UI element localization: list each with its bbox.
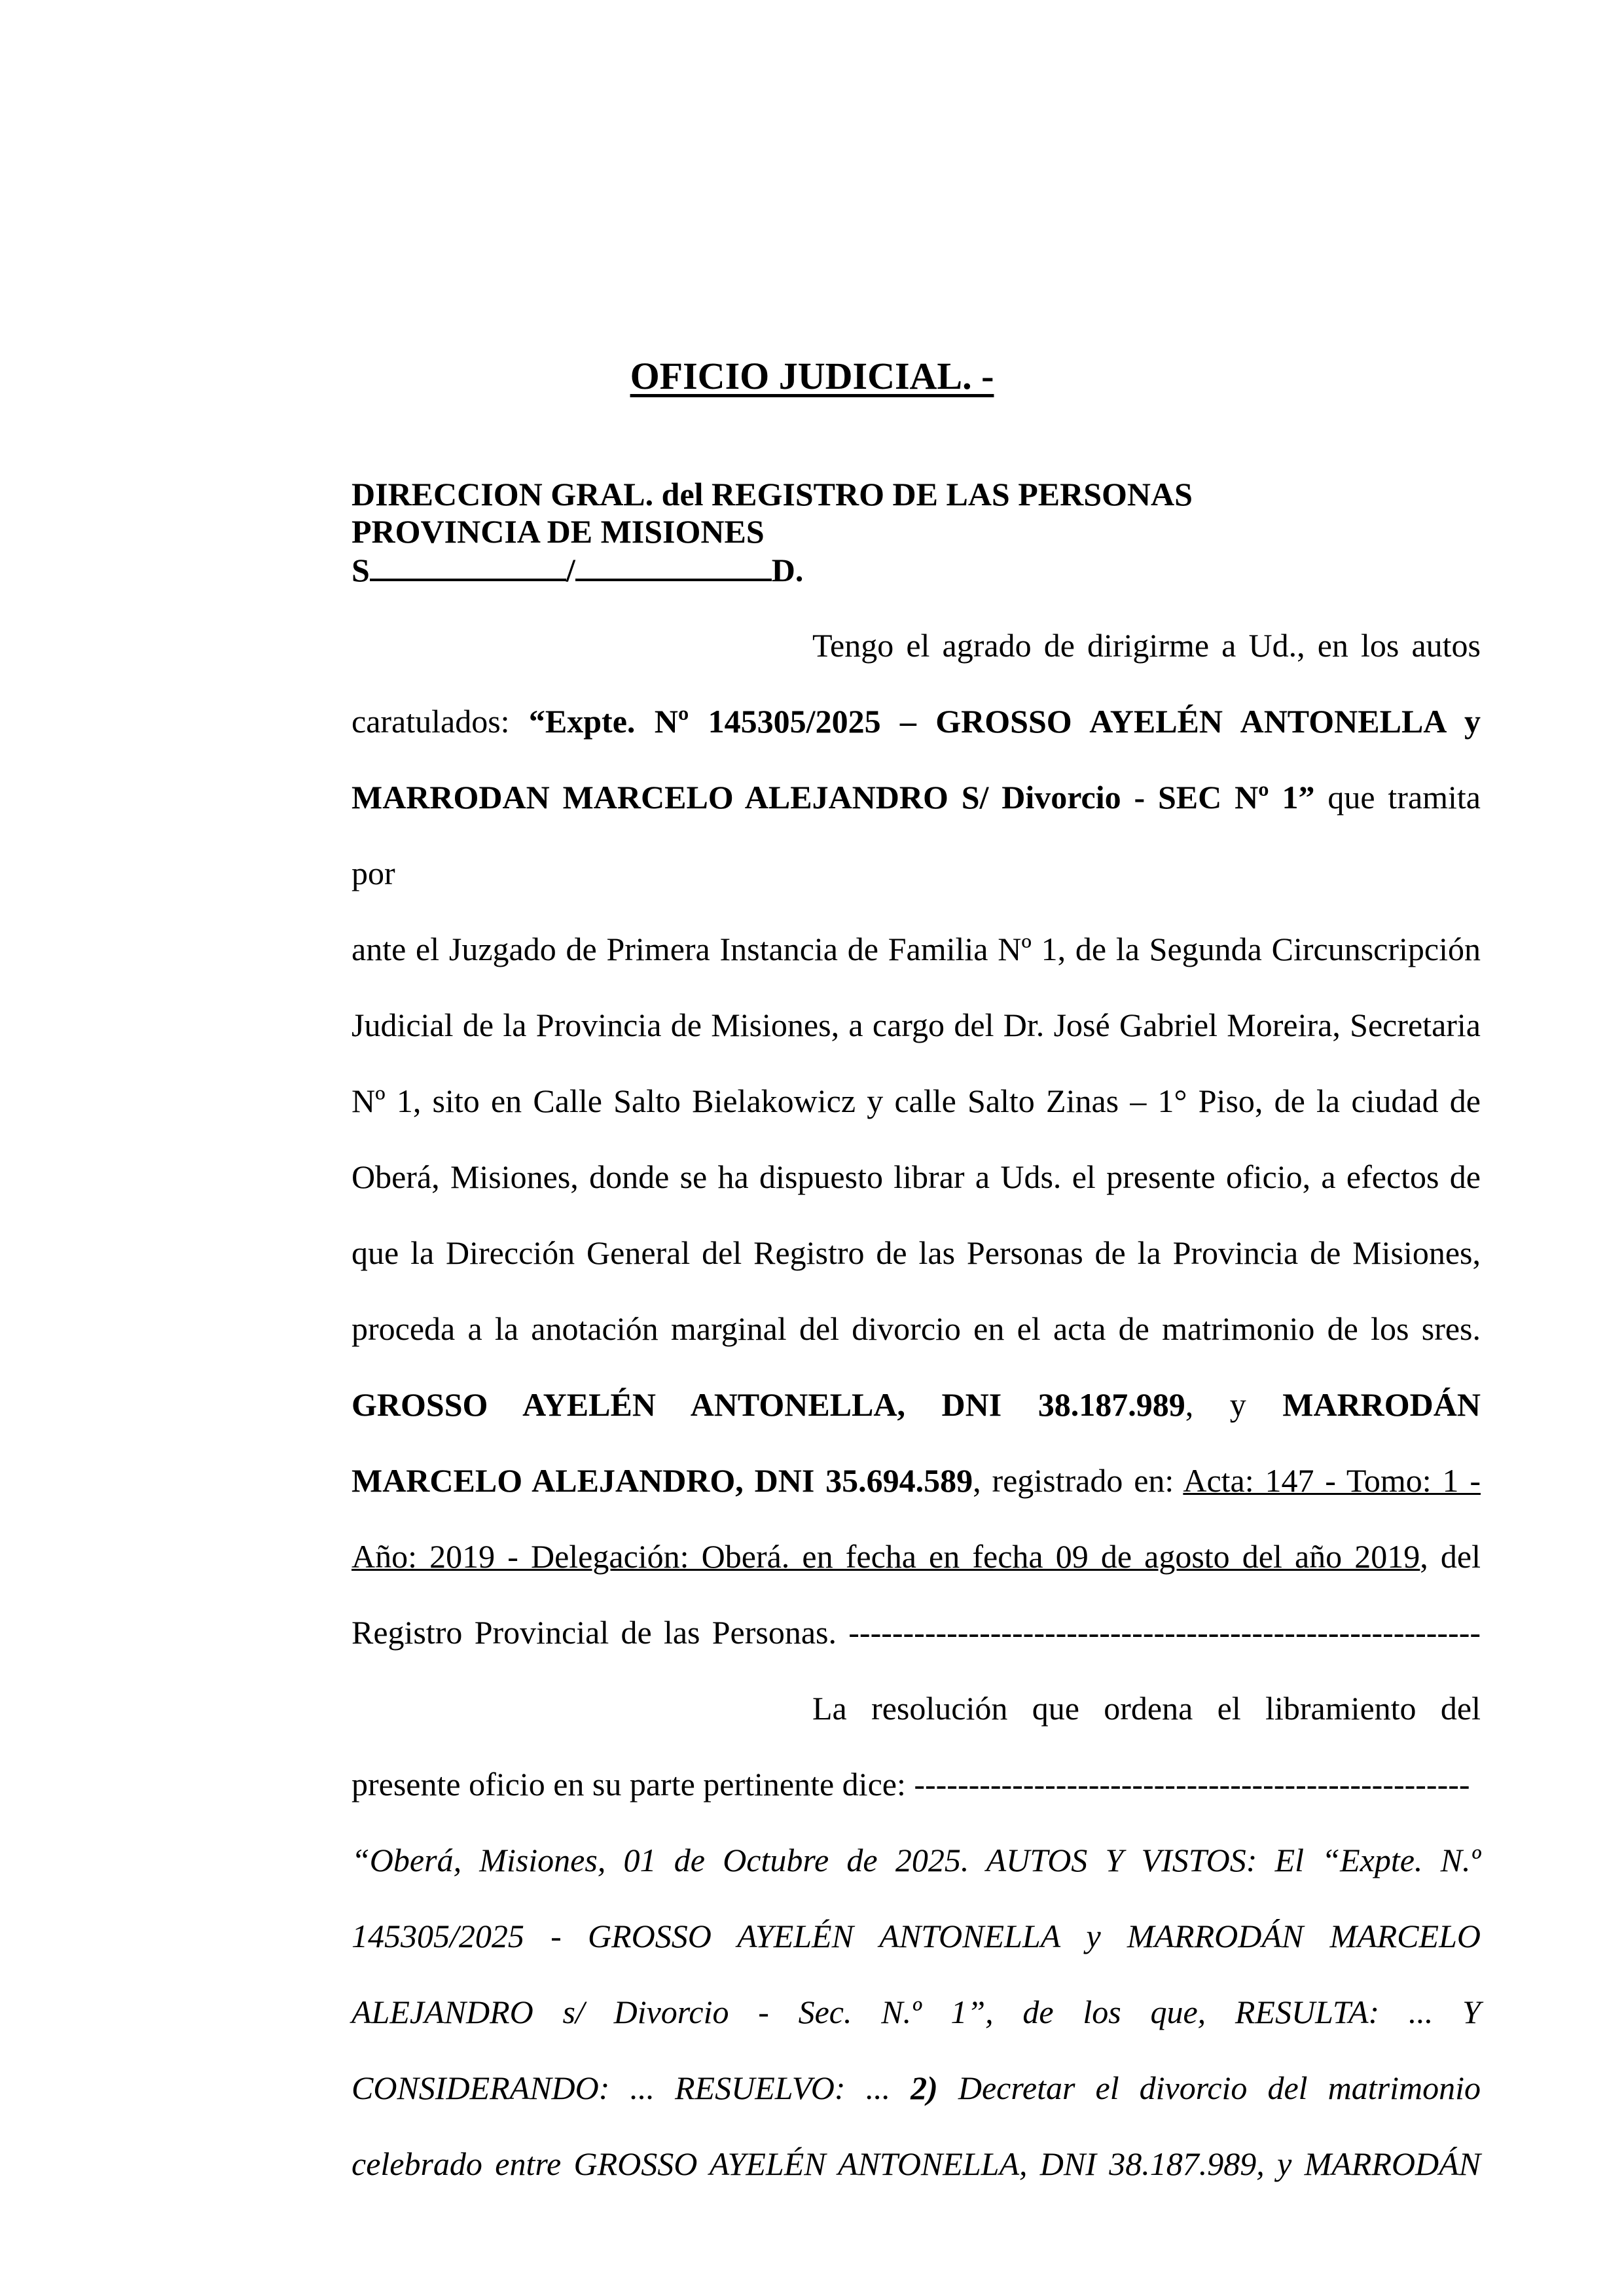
body-line xyxy=(352,1670,1481,1746)
body-line xyxy=(352,1518,1481,1594)
body-line xyxy=(352,2050,1481,2126)
text-segment: Judicial de la Provincia de Misiones, a cargo del Dr. José Gabriel Moreira, Secretaria xyxy=(352,1007,1481,1043)
body-line xyxy=(352,1139,1481,1215)
text-segment: La resolución que ordena el libramiento del xyxy=(812,1690,1481,1727)
text-segment: , y xyxy=(1185,1386,1283,1423)
body-line xyxy=(352,1063,1481,1139)
text-segment: celebrado entre GROSSO AYELÉN ANTONELLA, DNI 38.187.989, y MARRODÁN xyxy=(352,2145,1481,2182)
text-segment: CONSIDERANDO: ... RESUELVO: ... xyxy=(352,2070,911,2106)
body-line xyxy=(352,987,1481,1063)
body-line xyxy=(352,1291,1481,1367)
text-segment: ante el Juzgado de Primera Instancia de Familia Nº 1, de la Segunda Circunscripción xyxy=(352,931,1481,967)
text-segment: , del xyxy=(1420,1538,1481,1575)
body-line xyxy=(352,759,1481,911)
recipient-line-1: DIRECCION GRAL. del REGISTRO DE LAS PERSONAS xyxy=(352,476,1193,512)
body-line xyxy=(352,1974,1481,2050)
body-line xyxy=(352,1594,1481,1670)
body-line xyxy=(352,683,1481,759)
document-body xyxy=(352,607,1481,2202)
text-segment: GROSSO AYELÉN ANTONELLA, DNI 38.187.989 xyxy=(352,1386,1185,1423)
text-segment: MARCELO ALEJANDRO, DNI 35.694.589 xyxy=(352,1462,973,1499)
document-title: OFICIO JUDICIAL. - xyxy=(630,355,994,397)
text-segment: MARRODÁN xyxy=(1282,1386,1481,1423)
text-segment: ALEJANDRO s/ Divorcio - Sec. N.º 1”, de los que, RESULTA: ... Y xyxy=(352,1994,1481,2030)
blank-underline xyxy=(370,550,566,581)
body-line xyxy=(352,2126,1481,2202)
body-line xyxy=(352,607,1481,683)
salutation-s: S xyxy=(352,552,370,588)
blank-underline xyxy=(575,550,772,581)
body-line xyxy=(352,1746,1481,1822)
body-line xyxy=(352,1443,1481,1518)
text-segment: Tengo el agrado de dirigirme a Ud., en los autos xyxy=(812,627,1481,664)
body-line xyxy=(352,1367,1481,1443)
body-line xyxy=(352,911,1481,987)
salutation-line xyxy=(352,550,803,589)
text-segment: Registro Provincial de las Personas. ---------------------------------------------------------- xyxy=(352,1614,1481,1651)
text-segment: Año: 2019 - Delegación: Oberá. en fecha en fecha 09 de agosto del año 2019 xyxy=(352,1538,1420,1575)
text-segment: MARRODAN MARCELO ALEJANDRO S/ Divorcio - SEC Nº 1” xyxy=(352,779,1315,816)
body-line xyxy=(352,1215,1481,1291)
text-segment: 2) xyxy=(911,2070,938,2106)
salutation-slash: / xyxy=(566,552,575,588)
text-segment: que tramita por xyxy=(352,779,1481,891)
text-segment: Decretar el divorcio del matrimonio xyxy=(937,2070,1481,2106)
salutation-d: D. xyxy=(771,552,804,588)
text-segment: “Expte. Nº 145305/2025 – GROSSO AYELÉN ANTONELLA y xyxy=(528,703,1481,740)
text-segment: proceda a la anotación marginal del divorcio en el acta de matrimonio de los sres. xyxy=(352,1310,1481,1347)
body-line xyxy=(352,1898,1481,1974)
text-segment: Oberá, Misiones, donde se ha dispuesto librar a Uds. el presente oficio, a efectos de xyxy=(352,1158,1481,1195)
text-segment: 145305/2025 - GROSSO AYELÉN ANTONELLA y MARRODÁN MARCELO xyxy=(352,1918,1481,1954)
text-segment: presente oficio en su parte pertinente dice: --------------------------------------------------- xyxy=(352,1766,1470,1803)
recipient-line-2: PROVINCIA DE MISIONES xyxy=(352,513,765,550)
text-segment: caratulados: xyxy=(352,703,529,740)
text-segment: que la Dirección General del Registro de las Personas de la Provincia de Misiones, xyxy=(352,1234,1481,1271)
text-segment: Acta: 147 - Tomo: 1 - xyxy=(1183,1462,1481,1499)
body-line xyxy=(352,1822,1481,1898)
text-segment: Nº 1, sito en Calle Salto Bielakowicz y calle Salto Zinas – 1° Piso, de la ciudad de xyxy=(352,1083,1481,1119)
text-segment: , registrado en: xyxy=(973,1462,1183,1499)
text-segment: “Oberá, Misiones, 01 de Octubre de 2025. AUTOS Y VISTOS: El “Expte. N.º xyxy=(352,1842,1481,1878)
